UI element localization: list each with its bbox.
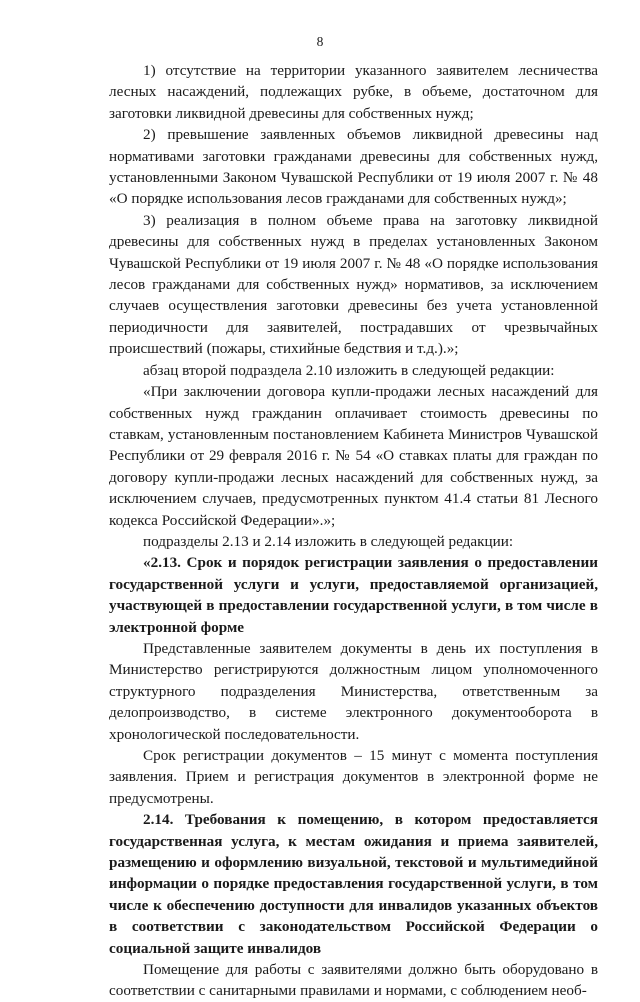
page-number: 8 [316,34,324,49]
paragraph-amendment-2-13-2-14: подразделы 2.13 и 2.14 изложить в следующей редакции: [143,532,514,550]
paragraph-quote-2-10: «При заключении договора купли-продажи лесных насаждений для собственных нужд гражданин оплачивает стоимость древесины по ставкам, установленным постановлением Кабинета Министров Чувашской Республики от 29 февраля 2016 г. № 54 «О ставках платы для граждан по договору купли-продажи лесных насаждений для собственных нужд, за исключением случаев, предусмотренных пунктом 41.4 статьи 81 Лесного кодекса Российской Федерации».»; [109,383,598,529]
document-body [109,60,598,1002]
paragraph-item-1: 1) отсутствие на территории указанного заявителем лесничества лесных насаждений, подлежащих рубке, в объеме, достаточном для заготовки ликвидной древесины для собственных нужд; [109,62,598,122]
paragraph-registration: Представленные заявителем документы в день их поступления в Министерство регистрируются должностным лицом уполномоченного структурного подразделения Министерства, ответственным за делопроизводство, в системе электронного документооборота в хронологической последовательности. [109,639,598,743]
section-heading-2-13: «2.13. Срок и порядок регистрации заявления о предоставлении государственной услуги и услуги, предоставляемой организацией, участвующей в предоставлении государственной услуги, в том числе в электронной форме [109,554,598,636]
paragraph-premises: Помещение для работы с заявителями должно быть оборудовано в соответствии с санитарными правилами и нормами, с соблюдением необ- [109,961,598,1000]
section-heading-2-14: 2.14. Требования к помещению, в котором предоставляется государственная услуга, к местам ожидания и приема заявителей, размещению и оформлению визуальной, текстовой и мультимедийной информации о порядке предоставления государственной услуги, в том числе к обеспечению доступности для инвалидов указанных объектов в соответствии с законодательством Российской Федерации о социальной защите инвалидов [109,811,598,957]
paragraph-amendment-2-10: абзац второй подраздела 2.10 изложить в следующей редакции: [143,361,555,379]
paragraph-registration-term: Срок регистрации документов – 15 минут с момента поступления заявления. Прием и регистрация документов в электронной форме не предусмотрены. [109,747,598,807]
paragraph-item-3: 3) реализация в полном объеме права на заготовку ликвидной древесины для собственных нужд в пределах установленных Законом Чувашской Республики от 19 июля 2007 г. № 48 «О порядке использования лесов гражданами для собственных нужд» нормативов, за исключением случаев осуществления заготовки древесины без учета установленной периодичности для заявителей, пострадавших от чрезвычайных происшествий (пожары, стихийные бедствия и т.д.).»; [109,211,598,358]
paragraph-item-2: 2) превышение заявленных объемов ликвидной древесины над нормативами заготовки гражданами древесины для собственных нужд, установленными Законом Чувашской Республики от 19 июля 2007 г. № 48 «О порядке использования лесов гражданами для собственных нужд»; [109,126,598,208]
